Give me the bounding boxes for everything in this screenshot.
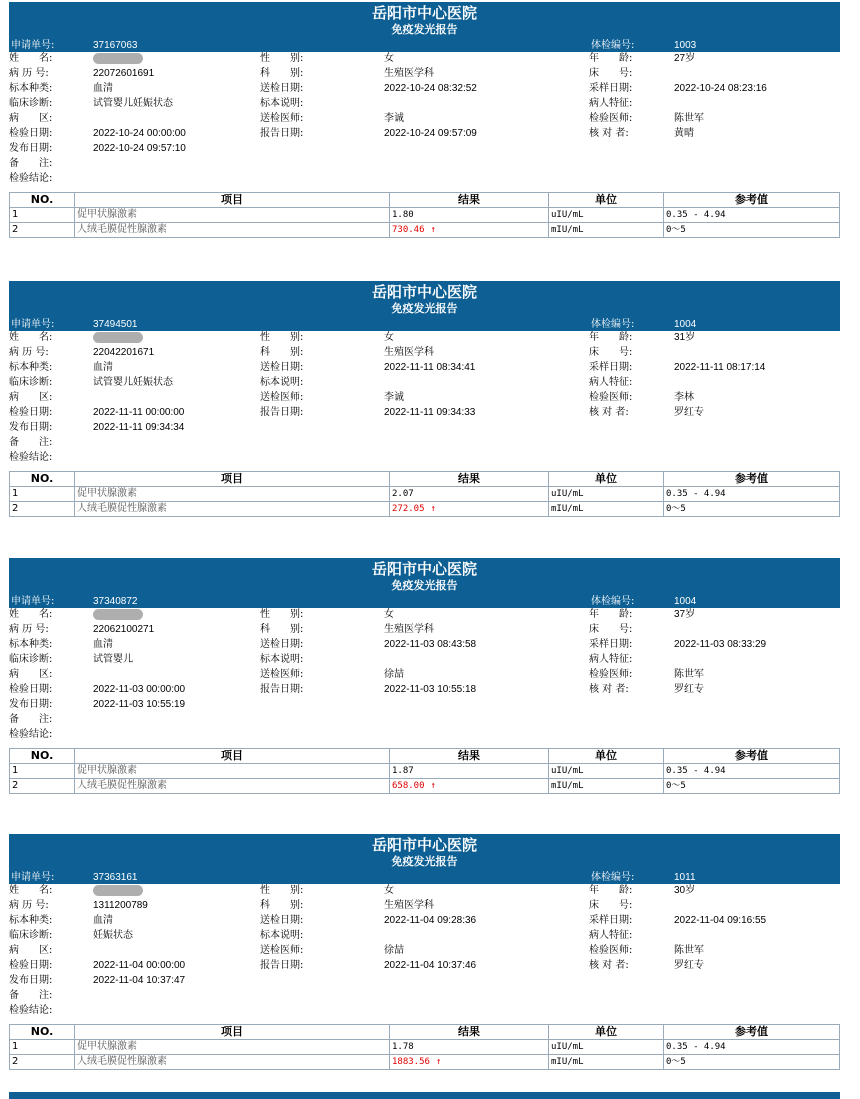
row-no: 1 [10,764,75,779]
test-date-label: 检验日期: [9,128,53,139]
department-value: 生殖医学科 [384,624,434,635]
exam-no-value: 1011 [674,872,696,883]
row-ref: 0.35 - 4.94 [664,208,840,223]
report-date-value: 2022-11-03 10:55:18 [384,684,477,695]
record-no-value: 22042201671 [93,347,155,358]
hospital-name: 岳阳市中心医院 [371,560,477,578]
hospital-name: 岳阳市中心医院 [371,4,477,22]
department-label: 科 别: [260,624,304,635]
publish-date-label: 发布日期: [9,422,53,433]
report-title: 免疫发光报告 [391,855,458,868]
row-result [390,1055,549,1070]
send-date-label: 送检日期: [260,639,304,650]
col-unit-header: 单位 [549,193,664,208]
diagnosis-label: 临床诊断: [9,930,53,941]
bed-label: 床 号: [589,68,633,79]
row-item: 人绒毛膜促性腺激素 [75,502,390,517]
row-no: 2 [10,779,75,794]
test-date-label: 检验日期: [9,960,53,971]
results-table [9,471,840,517]
send-date-value: 2022-10-24 08:32:52 [384,83,477,94]
publish-date-value: 2022-10-24 09:57:10 [93,143,186,154]
patient-feature-label: 病人特征: [589,98,633,109]
age-label: 年 龄: [589,53,633,64]
row-unit: mIU/mL [549,779,664,794]
col-unit-header: 单位 [549,749,664,764]
sample-note-label: 标本说明: [260,377,304,388]
ward-label: 病 区: [9,669,53,680]
sample-type-value: 血清 [93,362,113,373]
request-no-label: 申请单号: [11,319,55,330]
col-ref-header: 参考值 [664,1025,840,1040]
col-ref-header: 参考值 [664,472,840,487]
row-unit: uIU/mL [549,764,664,779]
hospital-name: 岳阳市中心医院 [371,836,477,854]
request-bar [9,40,840,52]
results-table [9,748,840,794]
redacted-name [93,332,143,343]
table-header-row [10,749,840,764]
diagnosis-value: 试管婴儿妊娠状态 [93,98,173,109]
report-header [9,281,840,319]
exam-no-label: 体检编号: [591,596,635,607]
gender-value: 女 [384,332,394,343]
table-row [10,1055,840,1070]
send-date-label: 送检日期: [260,915,304,926]
test-doctor-label: 检验医师: [589,669,633,680]
patient-feature-label: 病人特征: [589,377,633,388]
record-no-label: 病 历 号: [9,624,49,635]
record-no-label: 病 历 号: [9,347,49,358]
conclusion-label: 检验结论: [9,1005,53,1016]
row-result [390,487,549,502]
age-value: 27岁 [674,53,696,64]
collect-date-label: 采样日期: [589,362,633,373]
bed-label: 床 号: [589,624,633,635]
row-item: 人绒毛膜促性腺激素 [75,223,390,238]
row-ref: 0～5 [664,1055,840,1070]
record-no-label: 病 历 号: [9,68,49,79]
table-row [10,487,840,502]
table-header-row [10,1025,840,1040]
sample-note-label: 标本说明: [260,98,304,109]
exam-no-label: 体检编号: [591,319,635,330]
diagnosis-label: 临床诊断: [9,377,53,388]
diagnosis-value: 试管婴儿 [93,654,133,665]
patient-info [9,331,840,466]
checker-label: 核 对 者: [589,407,629,418]
row-ref: 0.35 - 4.94 [664,1040,840,1055]
request-no-label: 申请单号: [11,40,55,51]
results-table [9,192,840,238]
sample-note-label: 标本说明: [260,930,304,941]
redacted-name [93,885,143,896]
send-date-label: 送检日期: [260,362,304,373]
row-result [390,764,549,779]
sample-type-label: 标本种类: [9,362,53,373]
name-label: 姓 名: [9,53,53,64]
col-no-header: NO. [10,472,75,487]
department-value: 生殖医学科 [384,900,434,911]
gender-value: 女 [384,53,394,64]
request-no-value: 37494501 [93,319,138,330]
bed-label: 床 号: [589,347,633,358]
send-doctor-value: 徐喆 [384,669,404,680]
gender-label: 性 别: [260,53,304,64]
department-value: 生殖医学科 [384,347,434,358]
sample-type-label: 标本种类: [9,83,53,94]
name-label: 姓 名: [9,332,53,343]
lab-report [9,558,840,791]
department-label: 科 别: [260,900,304,911]
diagnosis-label: 临床诊断: [9,654,53,665]
col-result-header: 结果 [390,1025,549,1040]
send-doctor-value: 徐喆 [384,945,404,956]
col-no-header: NO. [10,193,75,208]
table-row [10,779,840,794]
test-date-value: 2022-11-11 00:00:00 [93,407,185,418]
sample-type-label: 标本种类: [9,915,53,926]
remark-label: 备 注: [9,437,53,448]
age-label: 年 龄: [589,609,633,620]
record-no-value: 22062100271 [93,624,155,635]
col-item-header: 项目 [75,749,390,764]
sample-type-value: 血清 [93,915,113,926]
gender-value: 女 [384,609,394,620]
row-no: 2 [10,223,75,238]
row-unit: mIU/mL [549,502,664,517]
test-doctor-value: 陈世军 [674,113,704,124]
report-date-label: 报告日期: [260,960,304,971]
conclusion-label: 检验结论: [9,173,53,184]
col-result-header: 结果 [390,472,549,487]
request-no-label: 申请单号: [11,596,55,607]
send-doctor-value: 李诚 [384,113,404,124]
department-label: 科 别: [260,347,304,358]
col-result-header: 结果 [390,749,549,764]
report-date-value: 2022-11-11 09:34:33 [384,407,476,418]
conclusion-label: 检验结论: [9,729,53,740]
remark-label: 备 注: [9,158,53,169]
lab-report [9,2,840,235]
request-no-label: 申请单号: [11,872,55,883]
report-title: 免疫发光报告 [391,302,458,315]
collect-date-label: 采样日期: [589,83,633,94]
test-date-value: 2022-11-04 00:00:00 [93,960,186,971]
checker-value: 黄晴 [674,128,694,139]
collect-date-value: 2022-10-24 08:23:16 [674,83,767,94]
conclusion-label: 检验结论: [9,452,53,463]
exam-no-value: 1004 [674,596,697,607]
results-table [9,1024,840,1070]
record-no-label: 病 历 号: [9,900,49,911]
publish-date-label: 发布日期: [9,143,53,154]
publish-date-value: 2022-11-11 09:34:34 [93,422,185,433]
table-header-row [10,472,840,487]
result-value: 1.78 [392,1042,414,1052]
send-doctor-value: 李诚 [384,392,404,403]
col-result-header: 结果 [390,193,549,208]
result-value: 2.07 [392,489,414,499]
report-date-value: 2022-10-24 09:57:09 [384,128,477,139]
diagnosis-value: 妊娠状态 [93,930,133,941]
table-row [10,208,840,223]
age-label: 年 龄: [589,885,633,896]
request-bar [9,596,840,608]
report-date-label: 报告日期: [260,684,304,695]
high-arrow-icon: ↑ [430,504,436,514]
col-no-header: NO. [10,1025,75,1040]
test-date-label: 检验日期: [9,407,53,418]
row-unit: uIU/mL [549,487,664,502]
send-date-value: 2022-11-03 08:43:58 [384,639,477,650]
row-ref: 0～5 [664,779,840,794]
high-arrow-icon: ↑ [435,1057,442,1067]
result-value: 1.87 [392,766,414,776]
result-value: 730.46 [392,225,425,235]
result-value: 272.05 [392,504,425,514]
gender-value: 女 [384,885,394,896]
row-ref: 0.35 - 4.94 [664,764,840,779]
report-date-label: 报告日期: [260,407,304,418]
row-result [390,208,549,223]
row-item: 促甲状腺激素 [75,208,390,223]
row-result [390,502,549,517]
collect-date-label: 采样日期: [589,639,633,650]
send-date-value: 2022-11-04 09:28:36 [384,915,477,926]
row-item: 促甲状腺激素 [75,764,390,779]
report-header [9,834,840,872]
patient-feature-label: 病人特征: [589,654,633,665]
row-no: 1 [10,487,75,502]
result-value: 1.80 [392,210,414,220]
lab-report [9,281,840,514]
row-item: 促甲状腺激素 [75,1040,390,1055]
row-ref: 0～5 [664,502,840,517]
report-date-label: 报告日期: [260,128,304,139]
col-ref-header: 参考值 [664,193,840,208]
exam-no-label: 体检编号: [591,872,635,883]
hospital-name: 岳阳市中心医院 [371,283,477,301]
request-bar [9,872,840,884]
table-row [10,502,840,517]
col-no-header: NO. [10,749,75,764]
remark-label: 备 注: [9,714,53,725]
lab-report [9,834,840,1067]
send-date-label: 送检日期: [260,83,304,94]
report-title: 免疫发光报告 [391,579,458,592]
row-unit: uIU/mL [549,208,664,223]
row-result [390,223,549,238]
ward-label: 病 区: [9,113,53,124]
report-date-value: 2022-11-04 10:37:46 [384,960,477,971]
record-no-value: 22072601691 [93,68,155,79]
row-unit: uIU/mL [549,1040,664,1055]
test-doctor-value: 陈世军 [674,669,704,680]
row-item: 人绒毛膜促性腺激素 [75,779,390,794]
diagnosis-value: 试管婴儿妊娠状态 [93,377,173,388]
collect-date-value: 2022-11-11 08:17:14 [674,362,766,373]
collect-date-label: 采样日期: [589,915,633,926]
checker-label: 核 对 者: [589,960,629,971]
sample-type-value: 血清 [93,639,113,650]
ward-label: 病 区: [9,945,53,956]
sample-type-value: 血清 [93,83,113,94]
col-item-header: 项目 [75,1025,390,1040]
table-row [10,223,840,238]
row-result [390,779,549,794]
high-arrow-icon: ↑ [430,781,436,791]
test-doctor-label: 检验医师: [589,945,633,956]
department-label: 科 别: [260,68,304,79]
test-date-label: 检验日期: [9,684,53,695]
age-value: 31岁 [674,332,696,343]
send-doctor-label: 送检医师: [260,669,304,680]
exam-no-value: 1003 [674,40,697,51]
sample-type-label: 标本种类: [9,639,53,650]
high-arrow-icon: ↑ [430,225,436,235]
checker-value: 罗红专 [674,407,704,418]
report-title: 免疫发光报告 [391,23,458,36]
request-no-value: 37340872 [93,596,138,607]
row-no: 2 [10,1055,75,1070]
patient-info [9,884,840,1019]
row-unit: mIU/mL [549,223,664,238]
report-header [9,558,840,596]
test-doctor-value: 陈世军 [674,945,704,956]
test-doctor-value: 李林 [674,392,694,403]
table-header-row [10,193,840,208]
gender-label: 性 别: [260,332,304,343]
send-date-value: 2022-11-11 08:34:41 [384,362,476,373]
row-item: 促甲状腺激素 [75,487,390,502]
department-value: 生殖医学科 [384,68,434,79]
result-value: 1883.56 [392,1057,430,1067]
publish-date-label: 发布日期: [9,975,53,986]
test-doctor-label: 检验医师: [589,113,633,124]
row-no: 2 [10,502,75,517]
sample-note-label: 标本说明: [260,654,304,665]
col-unit-header: 单位 [549,1025,664,1040]
table-row [10,764,840,779]
remark-label: 备 注: [9,990,53,1001]
redacted-name [93,53,143,64]
checker-value: 罗红专 [674,960,704,971]
table-row [10,1040,840,1055]
bed-label: 床 号: [589,900,633,911]
row-ref: 0.35 - 4.94 [664,487,840,502]
row-ref: 0～5 [664,223,840,238]
name-label: 姓 名: [9,609,53,620]
request-no-value: 37363161 [93,872,138,883]
send-doctor-label: 送检医师: [260,113,304,124]
result-value: 658.00 [392,781,425,791]
patient-info [9,52,840,187]
age-value: 37岁 [674,609,696,620]
exam-no-value: 1004 [674,319,697,330]
collect-date-value: 2022-11-03 08:33:29 [674,639,767,650]
test-date-value: 2022-10-24 00:00:00 [93,128,186,139]
gender-label: 性 别: [260,885,304,896]
row-result [390,1040,549,1055]
request-no-value: 37167063 [93,40,138,51]
ward-label: 病 区: [9,392,53,403]
publish-date-value: 2022-11-03 10:55:19 [93,699,186,710]
next-report-header-strip [9,1092,840,1099]
publish-date-value: 2022-11-04 10:37:47 [93,975,186,986]
col-unit-header: 单位 [549,472,664,487]
checker-label: 核 对 者: [589,128,629,139]
age-value: 30岁 [674,885,696,896]
col-ref-header: 参考值 [664,749,840,764]
request-bar [9,319,840,331]
name-label: 姓 名: [9,885,53,896]
patient-info [9,608,840,743]
row-unit: mIU/mL [549,1055,664,1070]
checker-label: 核 对 者: [589,684,629,695]
col-item-header: 项目 [75,193,390,208]
row-item: 人绒毛膜促性腺激素 [75,1055,390,1070]
redacted-name [93,609,143,620]
send-doctor-label: 送检医师: [260,945,304,956]
row-no: 1 [10,1040,75,1055]
test-date-value: 2022-11-03 00:00:00 [93,684,186,695]
test-doctor-label: 检验医师: [589,392,633,403]
patient-feature-label: 病人特征: [589,930,633,941]
diagnosis-label: 临床诊断: [9,98,53,109]
record-no-value: 1311200789 [93,900,148,911]
collect-date-value: 2022-11-04 09:16:55 [674,915,767,926]
report-header [9,2,840,40]
publish-date-label: 发布日期: [9,699,53,710]
row-no: 1 [10,208,75,223]
age-label: 年 龄: [589,332,633,343]
send-doctor-label: 送检医师: [260,392,304,403]
col-item-header: 项目 [75,472,390,487]
gender-label: 性 别: [260,609,304,620]
exam-no-label: 体检编号: [591,40,635,51]
checker-value: 罗红专 [674,684,704,695]
